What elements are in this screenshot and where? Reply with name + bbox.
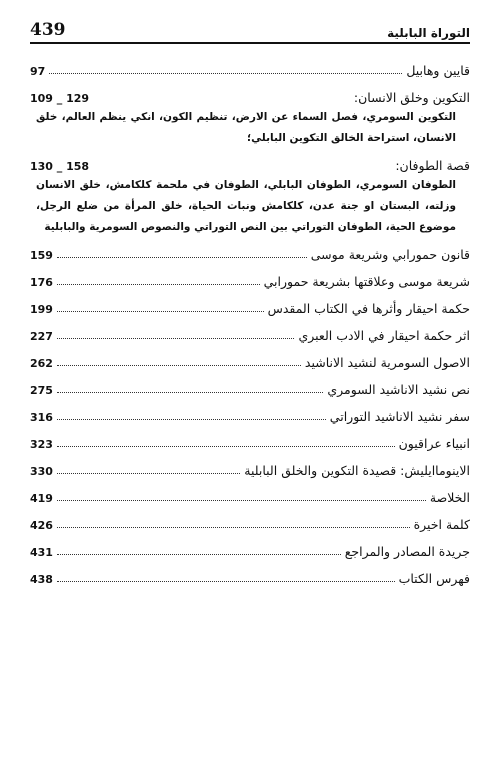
toc-subtopics: التكوين السومري، فصل السماء عن الارض، تنظيم الكون، انكي ينظم العالم، خلق الانسان، استراحة الخالق التكوين البابلي؛ <box>36 111 456 144</box>
toc-page: 109 _ 129 <box>30 92 90 105</box>
dot-leader <box>57 446 395 447</box>
dot-leader <box>57 500 426 501</box>
toc-entry <box>30 564 470 586</box>
dot-leader <box>57 284 260 285</box>
toc-title: جريدة المصادر والمراجع <box>344 544 470 559</box>
toc-title: سفر نشيد الاناشيد التوراتي <box>329 409 470 424</box>
toc-entry <box>30 240 470 262</box>
toc-page: 330 <box>30 465 53 478</box>
toc-page: 97 <box>30 65 46 78</box>
toc-page: 275 <box>30 384 53 397</box>
toc-title: شريعة موسى وعلاقتها بشريعة حمورابي <box>263 274 470 289</box>
toc-entry <box>30 456 470 478</box>
toc-title: نص نشيد الاناشيد السومري <box>327 382 470 397</box>
dot-leader <box>57 527 410 528</box>
dot-leader <box>57 419 326 420</box>
toc-title: قصة الطوفان: <box>395 158 470 173</box>
toc-page: 262 <box>30 357 53 370</box>
dot-leader <box>57 257 307 258</box>
toc-entry <box>30 267 470 289</box>
toc-entry <box>30 56 470 78</box>
table-of-contents <box>30 56 470 586</box>
page-number: 439 <box>30 20 66 40</box>
toc-title: فهرس الكتاب <box>398 571 470 586</box>
toc-entry <box>30 83 470 105</box>
toc-page: 159 <box>30 249 53 262</box>
toc-title: التكوين وخلق الانسان: <box>353 90 470 105</box>
toc-page: 130 _ 158 <box>30 160 90 173</box>
toc-page: 426 <box>30 519 53 532</box>
header-rule <box>30 42 470 44</box>
toc-entry <box>30 151 470 173</box>
toc-page: 438 <box>30 573 53 586</box>
dot-leader <box>57 554 341 555</box>
toc-entry <box>30 375 470 397</box>
toc-entry <box>30 537 470 559</box>
dot-leader <box>57 473 240 474</box>
toc-title: حكمة احيقار وأثرها في الكتاب المقدس <box>267 301 470 316</box>
toc-page: 323 <box>30 438 53 451</box>
dot-leader <box>57 311 264 312</box>
toc-title: الاصول السومرية لنشيد الاناشيد <box>304 355 470 370</box>
toc-title: انبياء عراقيون <box>398 436 470 451</box>
toc-title: الاينوماايليش: قصيدة التكوين والخلق البابلية <box>244 463 470 478</box>
running-title: التوراة البابلية <box>387 26 470 40</box>
toc-page: 176 <box>30 276 53 289</box>
dot-leader <box>57 581 395 582</box>
toc-page: 199 <box>30 303 53 316</box>
toc-page: 419 <box>30 492 53 505</box>
toc-entry <box>30 510 470 532</box>
dot-leader <box>57 392 323 393</box>
toc-title: قايين وهابيل <box>406 63 470 78</box>
toc-entry <box>30 483 470 505</box>
toc-page: 431 <box>30 546 53 559</box>
toc-title: كلمة اخيرة <box>413 517 470 532</box>
dot-leader <box>49 73 402 74</box>
dot-leader <box>57 365 301 366</box>
toc-title: اثر حكمة احيقار في الادب العبري <box>298 328 470 343</box>
toc-page: 316 <box>30 411 53 424</box>
toc-entry <box>30 429 470 451</box>
toc-title: الخلاصة <box>429 490 470 505</box>
toc-subtopics: الطوفان السومري، الطوفان البابلي، الطوفان في ملحمة كلكامش، خلق الانسان وزلته، البستان او جنة عدن، كلكامش ونبات الحياة، خلق المرأة من ضلع الرجل، موضوع الحية، الطوفان التوراتي بين النص التوراتي والنصوص السومرية والبابلية <box>36 179 456 233</box>
toc-entry <box>30 402 470 424</box>
dot-leader <box>57 338 295 339</box>
page-header <box>30 14 470 40</box>
toc-entry <box>30 348 470 370</box>
toc-page: 227 <box>30 330 53 343</box>
toc-entry <box>30 294 470 316</box>
toc-title: قانون حمورابي وشريعة موسى <box>310 247 470 262</box>
toc-entry <box>30 321 470 343</box>
